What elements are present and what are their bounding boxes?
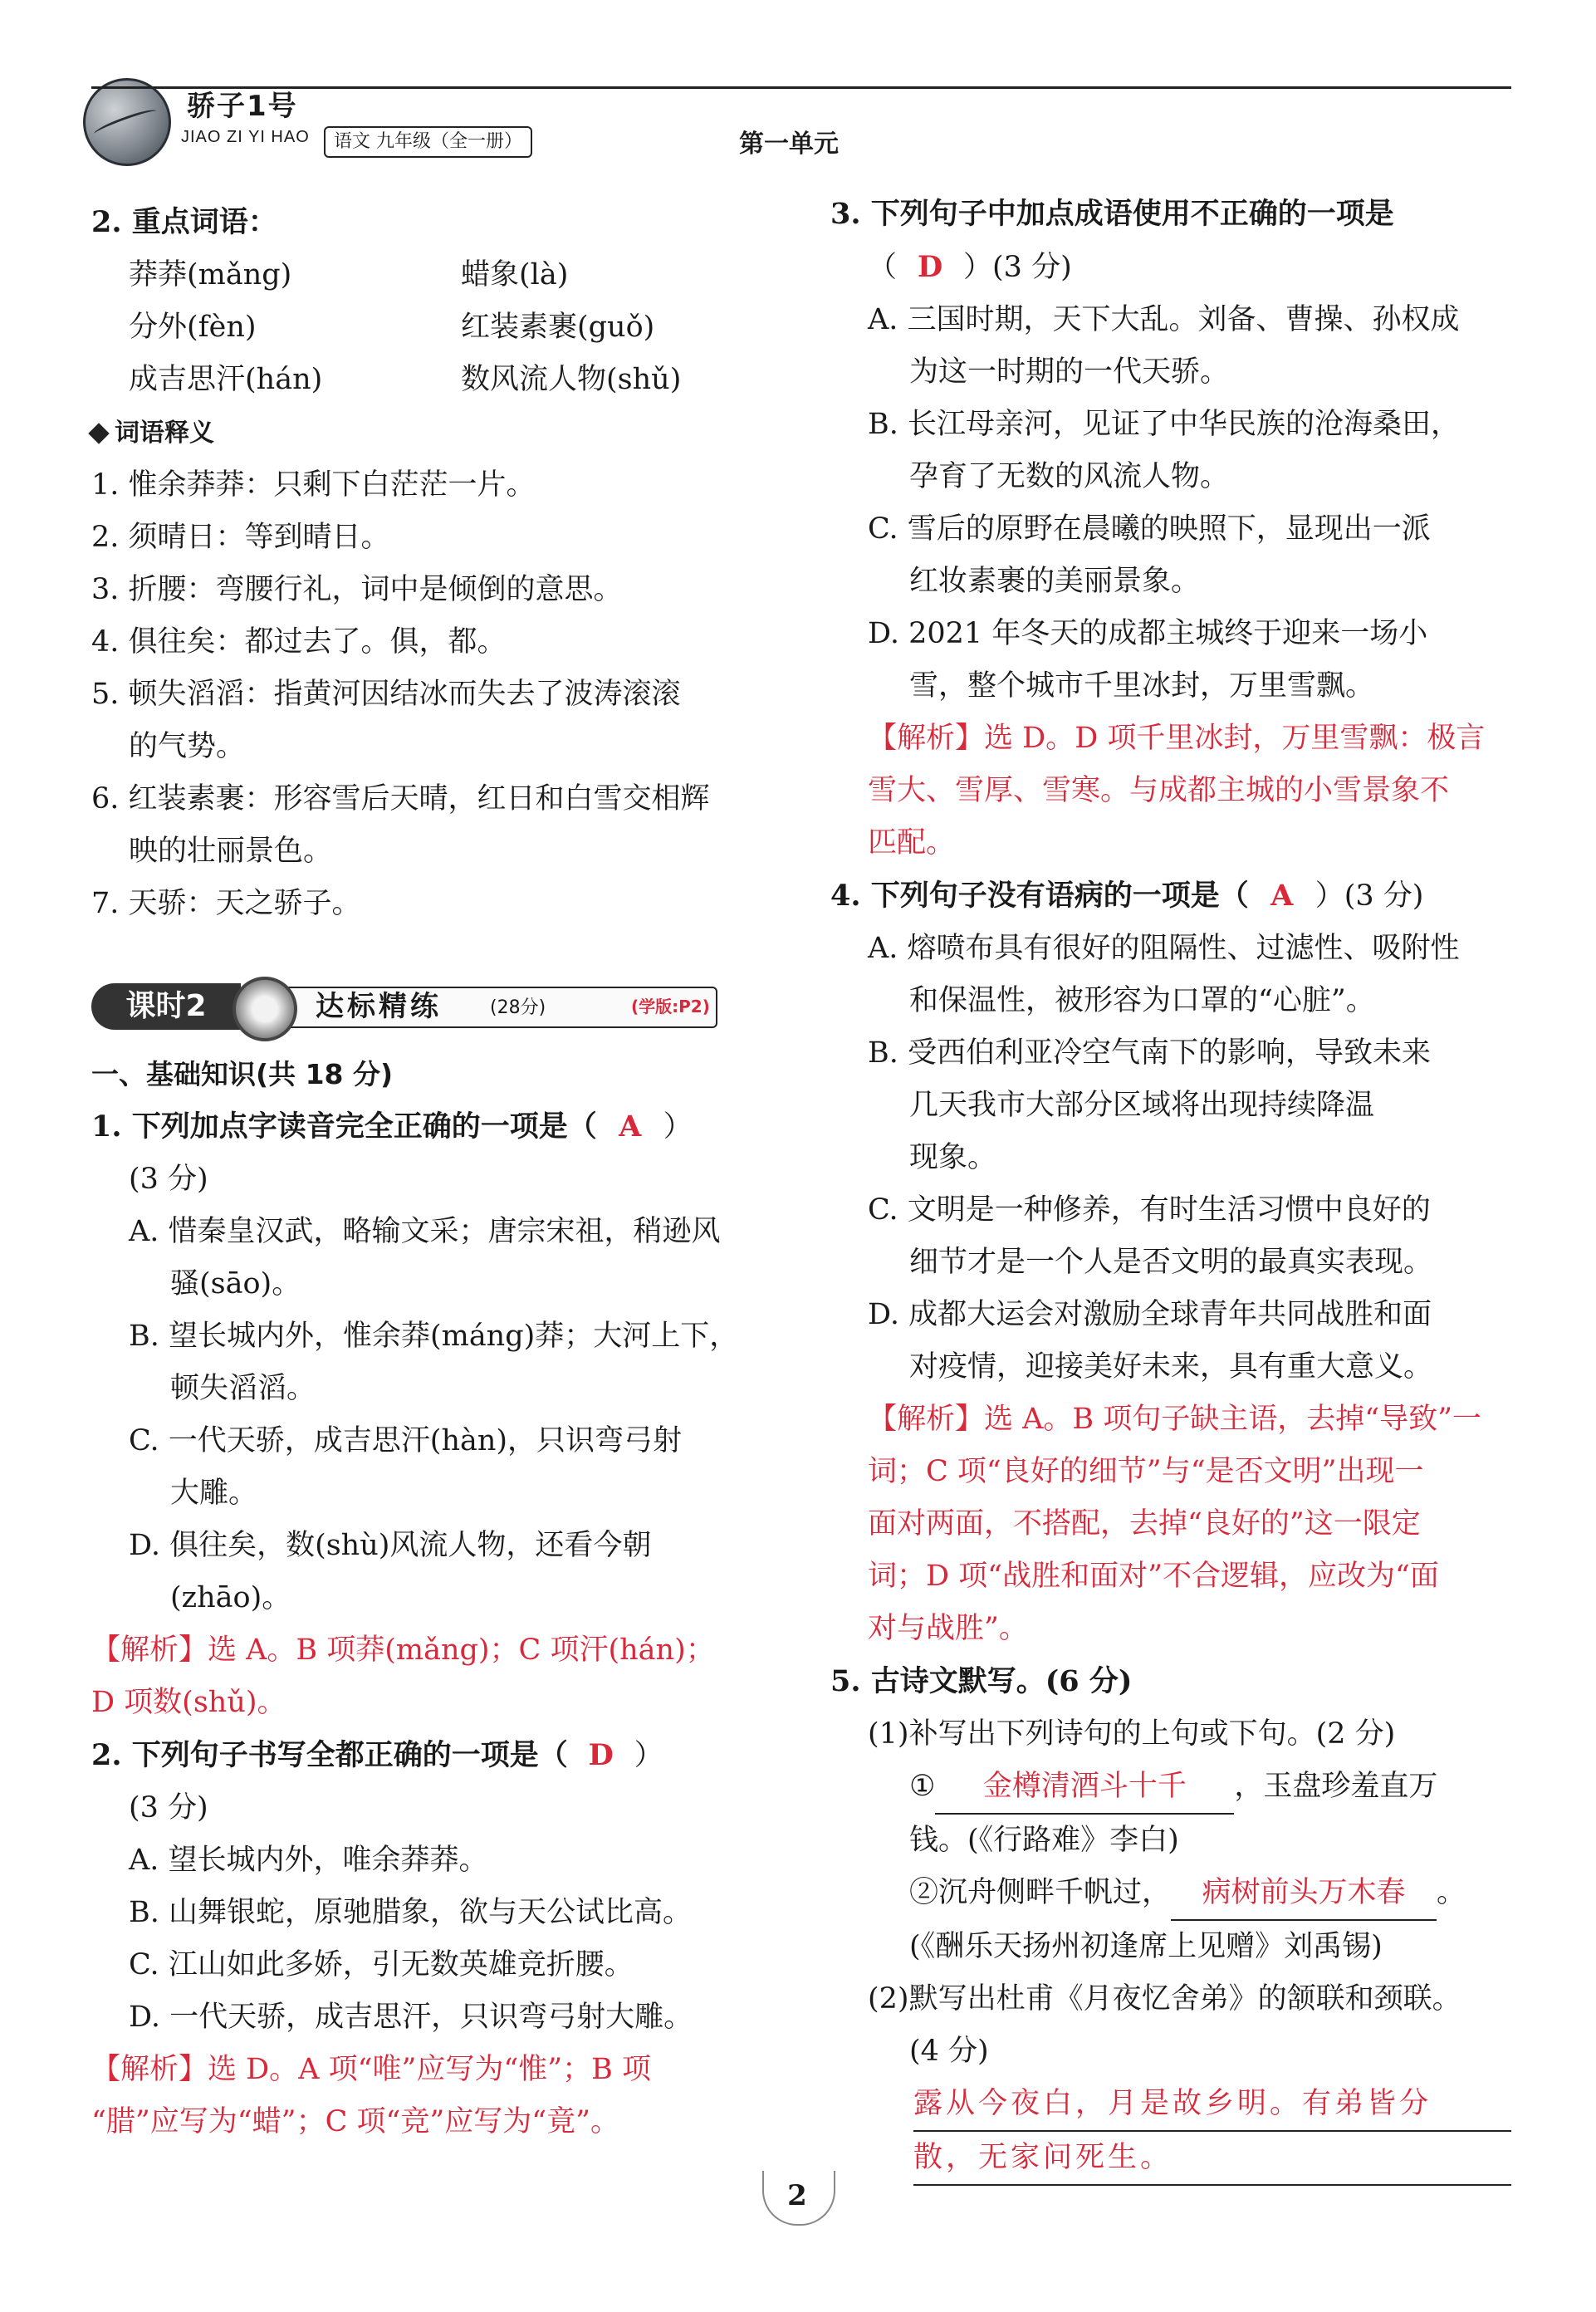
explain-line: 1. 惟余莽莽：只剩下白茫茫一片。	[91, 468, 536, 502]
option-line: D. 2021 年冬天的成都主城终于迎来一场小	[868, 617, 1428, 650]
explanation-line: 雪大、雪厚、雪寒。与成都主城的小雪景象不	[868, 774, 1450, 807]
explanation-line: D 项数(shǔ)。	[91, 1686, 286, 1719]
explanation-line: 【解析】选 D。A 项“唯”应写为“惟”；B 项	[91, 2053, 652, 2086]
left-column	[91, 196, 772, 930]
explain-line: 映的壮丽景色。	[129, 835, 333, 868]
explain-line: 2. 须晴日：等到晴日。	[91, 521, 390, 554]
question-5-stem: 5. 古诗文默写。(6 分)	[830, 1664, 1133, 1698]
brand-pinyin: JIAO ZI YI HAO	[181, 128, 310, 146]
blank-answer-2: 病树前头万木春	[1171, 1867, 1437, 1921]
explanation-line: 【解析】选 A。B 项莽(mǎng)；C 项汗(hán)；	[91, 1634, 715, 1667]
option-line: 现象。	[909, 1141, 997, 1174]
option-line: D. 一代天骄，成吉思汗，只识弯弓射大雕。	[129, 2001, 693, 2034]
globe-logo-icon	[83, 78, 171, 166]
lesson-banner	[91, 977, 772, 1035]
explanation-line: 词；D 项“战胜和面对”不合逻辑，应改为“面	[868, 1560, 1439, 1593]
option-line: C. 一代天骄，成吉思汗(hàn)，只识弯弓射	[129, 1424, 683, 1457]
page-number: 2	[787, 2179, 807, 2212]
option-line: 红妆素裹的美丽景象。	[909, 565, 1201, 598]
vocab-item: 莽莽(mǎng)	[129, 258, 292, 291]
answer-mark: A	[619, 1109, 642, 1144]
option-line: 对疫情，迎接美好未来，具有重大意义。	[909, 1350, 1433, 1384]
option-line: B. 受西伯利亚冷空气南下的影响，导致未来	[868, 1036, 1431, 1070]
banner-title: 达标精练	[316, 990, 442, 1023]
vocab-item: 数风流人物(shǔ)	[461, 363, 682, 396]
option-line: D. 俱往矣，数(shù)风流人物，还看今朝	[129, 1529, 652, 1562]
explain-line: 的气势。	[129, 730, 246, 763]
right-column	[830, 188, 1511, 2186]
sub-question-2: (2)默写出杜甫《月夜忆舍弟》的颔联和颈联。	[868, 1982, 1461, 2016]
explanation-line: 【解析】选 A。B 项句子缺主语，去掉“导致”一	[868, 1403, 1482, 1436]
banner-note: (学版:P2)	[631, 997, 710, 1016]
option-line: 顿失滔滔。	[170, 1372, 316, 1405]
banner-score: (28分)	[490, 997, 546, 1018]
option-line: C. 江山如此多娇，引无数英雄竞折腰。	[129, 1948, 634, 1981]
header-divider	[91, 86, 1511, 89]
sub-question-1: (1)补写出下列诗句的上句或下句。(2 分)	[868, 1717, 1396, 1751]
left-column-questions	[91, 1048, 772, 2148]
explain-heading: 词语释义	[91, 406, 772, 459]
option-line: 骚(sāo)。	[170, 1267, 301, 1300]
question-3-answer-row: （ D ）(3 分)	[830, 241, 1511, 294]
option-line: C. 雪后的原野在晨曦的映照下，显现出一派	[868, 512, 1431, 546]
unit-title: 第一单元	[739, 130, 839, 159]
option-line: 细节才是一个人是否文明的最真实表现。	[909, 1246, 1433, 1279]
explain-line: 7. 天骄：天之骄子。	[91, 887, 361, 920]
explanation-line: 匹配。	[868, 826, 956, 860]
option-line: D. 成都大运会对激励全球青年共同战胜和面	[868, 1298, 1432, 1331]
vocab-item: 红装素裹(guǒ)	[461, 311, 655, 344]
fill-line-1-cont: 钱。(《行路难》李白)	[909, 1824, 1179, 1857]
explanation-line: 【解析】选 D。D 项千里冰封，万里雪飘：极言	[868, 722, 1486, 755]
written-answer-line: 露从今夜白，月是故乡明。有弟皆分	[913, 2078, 1511, 2132]
option-line: A. 熔喷布具有很好的阻隔性、过滤性、吸附性	[868, 932, 1460, 965]
diamond-icon	[88, 423, 109, 443]
explain-line: 3. 折腰：弯腰行礼，词中是倾倒的意思。	[91, 573, 623, 606]
explanation-line: 对与战胜”。	[868, 1612, 1028, 1645]
fill-line-1: ① 金樽清酒斗十千 ，玉盘珍羞直万	[830, 1761, 1511, 1815]
explanation-line: 词；C 项“良好的细节”与“是否文明”出现一	[868, 1455, 1424, 1488]
question-score: (3 分)	[129, 1163, 208, 1196]
vocab-item: 分外(fèn)	[129, 311, 257, 344]
written-answer-line: 散，无家问死生。	[913, 2132, 1511, 2186]
option-line: 为这一时期的一代天骄。	[909, 355, 1230, 389]
option-line: 孕育了无数的风流人物。	[909, 460, 1230, 493]
brand-name: 骄子1号	[187, 90, 298, 123]
option-line: (zhāo)。	[170, 1581, 291, 1614]
vocab-item: 成吉思汗(hán)	[129, 363, 323, 396]
subject-label: 语文 九年级（全一册）	[324, 126, 532, 158]
question-4-stem: 4. 下列句子没有语病的一项是（ A ）(3 分)	[830, 869, 1511, 923]
option-line: B. 长江母亲河，见证了中华民族的沧海桑田，	[868, 408, 1460, 441]
explain-line: 5. 顿失滔滔：指黄河因结冰而失去了波涛滚滚	[91, 678, 681, 711]
option-line: A. 望长城内外，唯余莽莽。	[129, 1844, 488, 1877]
sub-question-2-score: (4 分)	[909, 2035, 989, 2068]
page-footer	[756, 2171, 839, 2237]
answer-mark: D	[917, 250, 943, 284]
explanation-line: “腊”应写为“蜡”；C 项“竞”应写为“竟”。	[91, 2105, 620, 2138]
option-line: 和保温性，被形容为口罩的“心脏”。	[909, 984, 1375, 1017]
vocab-item: 蜡象(là)	[461, 258, 569, 291]
option-line: 几天我市大部分区域将出现持续降温	[909, 1089, 1375, 1122]
question-score: (3 分)	[129, 1791, 208, 1825]
option-line: B. 望长城内外，惟余莽(máng)莽；大河上下，	[129, 1320, 739, 1353]
fill-line-2-cont: (《酬乐天扬州初逢席上见赠》刘禹锡)	[909, 1930, 1383, 1963]
option-line: A. 三国时期，天下大乱。刘备、曹操、孙权成	[868, 303, 1460, 336]
explain-line: 4. 俱往矣：都过去了。俱，都。	[91, 625, 507, 659]
question-2-stem: 2. 下列句子书写全都正确的一项是（ D ）	[91, 1729, 772, 1782]
blank-answer-1: 金樽清酒斗十千	[935, 1761, 1234, 1815]
option-line: 雪，整个城市千里冰封，万里雪飘。	[909, 669, 1375, 703]
vocab-title: 2. 重点词语：	[91, 205, 277, 239]
section-title: 一、基础知识(共 18 分)	[91, 1058, 394, 1090]
question-3-stem: 3. 下列句子中加点成语使用不正确的一项是	[830, 197, 1394, 231]
option-line: C. 文明是一种修养，有时生活习惯中良好的	[868, 1193, 1431, 1227]
answer-mark: D	[588, 1738, 614, 1772]
fill-line-2: ②沉舟侧畔千帆过， 病树前头万木春 。	[830, 1867, 1511, 1921]
lesson-tab: 课时2	[91, 983, 241, 1030]
vocab-grid	[91, 249, 772, 406]
answer-mark: A	[1270, 879, 1294, 913]
option-line: B. 山舞银蛇，原驰腊象，欲与天公试比高。	[129, 1896, 692, 1929]
option-line: A. 惜秦皇汉武，略输文采；唐宗宋祖，稍逊风	[129, 1215, 721, 1248]
question-1-stem: 1. 下列加点字读音完全正确的一项是（ A ）	[91, 1100, 772, 1154]
option-line: 大雕。	[170, 1477, 258, 1510]
explain-line: 6. 红装素裹：形容雪后天晴，红日和白雪交相辉	[91, 782, 710, 816]
explanation-line: 面对两面，不搭配，去掉“良好的”这一限定	[868, 1507, 1421, 1541]
